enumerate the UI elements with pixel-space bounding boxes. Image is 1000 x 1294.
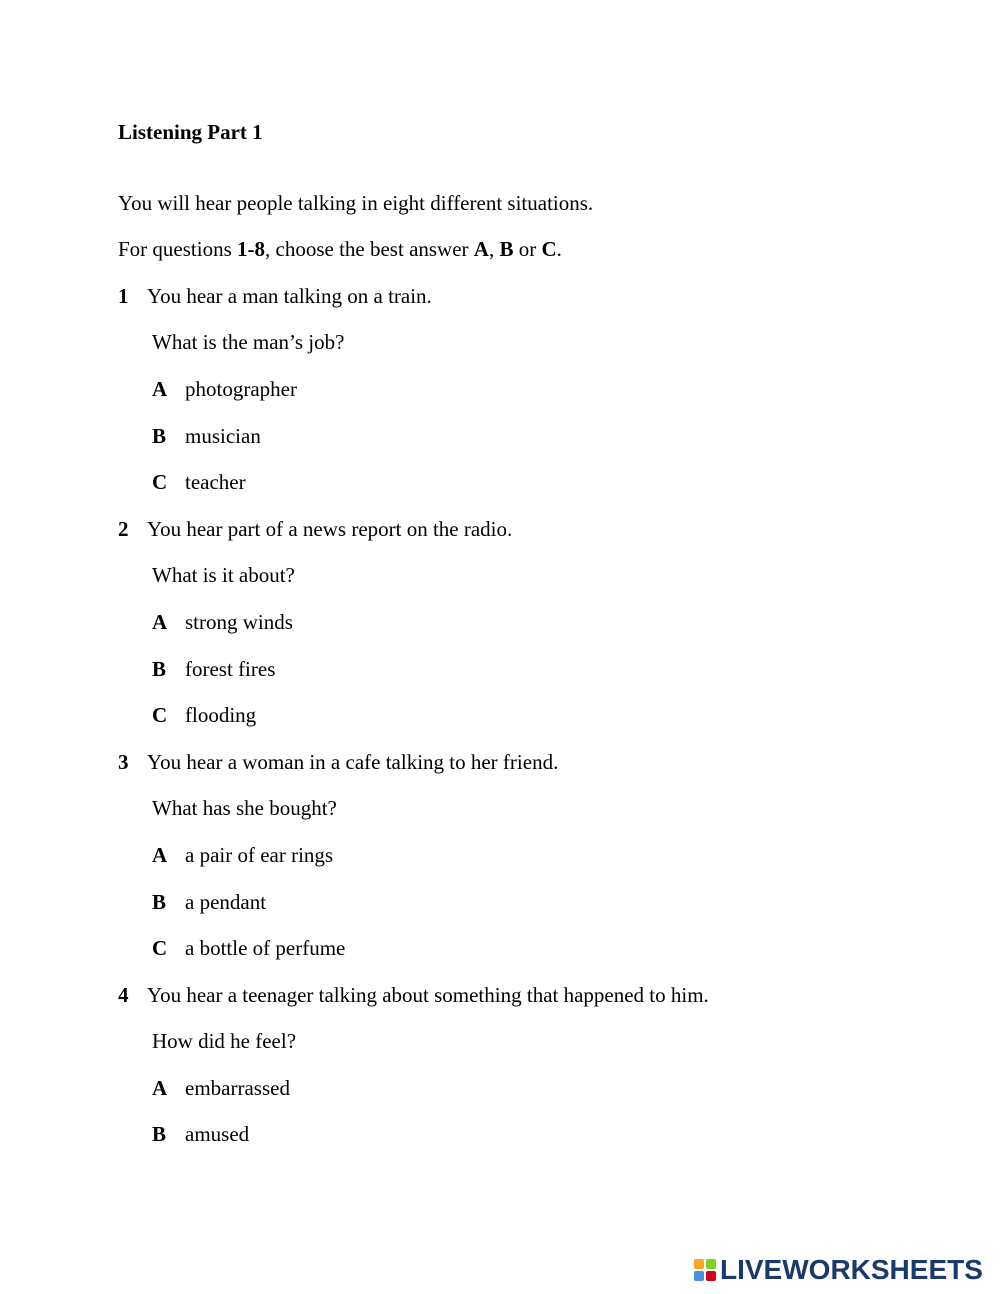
question-1-option-c[interactable]: C teacher [152,470,246,494]
question-1-option-b[interactable]: B musician [152,424,261,448]
question-number: 4 [118,983,129,1007]
question-number: 2 [118,517,129,541]
question-1-prompt: What is the man’s job? [152,330,345,354]
question-number: 1 [118,284,129,308]
question-2-option-c[interactable]: C flooding [152,703,257,727]
question-3-option-b[interactable]: B a pendant [152,890,267,914]
question-4-situation: 4 You hear a teenager talking about something that happened to him. [118,983,709,1007]
question-3-option-c[interactable]: C a bottle of perfume [152,936,346,960]
question-2-option-b[interactable]: B forest fires [152,657,276,681]
logo-text: LIVEWORKSHEETS [720,1254,983,1285]
question-4-option-b[interactable]: B amused [152,1122,250,1146]
question-1-option-a[interactable]: A photographer [152,377,297,401]
question-2-situation: 2 You hear part of a news report on the radio. [118,517,513,541]
question-2-option-a[interactable]: A strong winds [152,610,293,634]
intro-line-1: You will hear people talking in eight different situations. [118,191,594,215]
question-3-prompt: What has she bought? [152,796,337,820]
question-1-situation: 1 You hear a man talking on a train. [118,284,432,308]
intro-line-2: For questions 1-8, choose the best answer A, B or C. [118,237,562,261]
question-4-prompt: How did he feel? [152,1029,297,1053]
question-4-option-a[interactable]: A embarrassed [152,1076,290,1100]
question-number: 3 [118,750,129,774]
page-title: Listening Part 1 [118,120,263,144]
liveworksheets-logo-icon [694,1259,716,1281]
question-2-prompt: What is it about? [152,563,295,587]
question-3-option-a[interactable]: A a pair of ear rings [152,843,334,867]
liveworksheets-logo [694,1255,983,1285]
question-3-situation: 3 You hear a woman in a cafe talking to her friend. [118,750,559,774]
